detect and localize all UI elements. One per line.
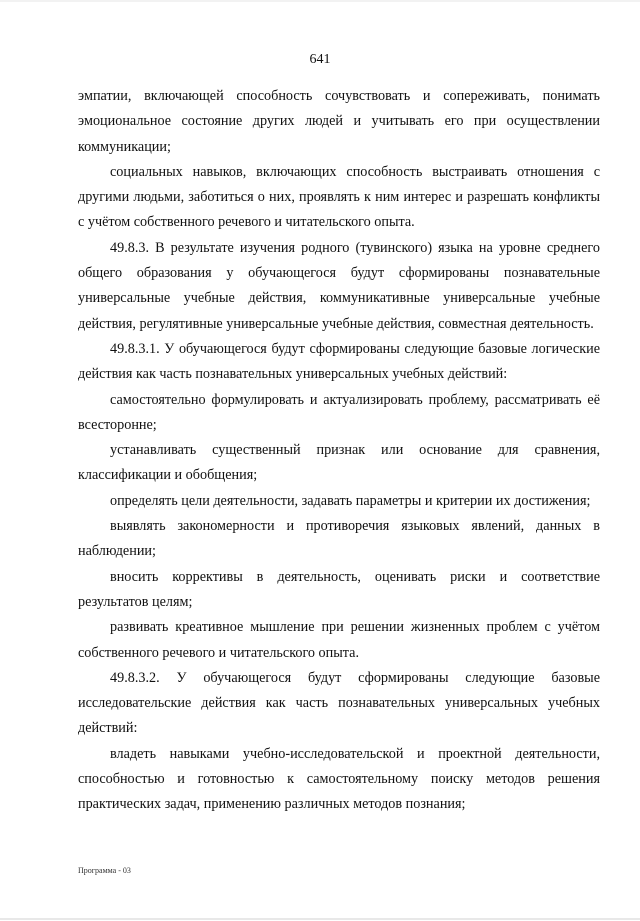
list-item-research-skills: владеть навыками учебно-исследовательской и проектной деятельности, способностью и готовностью к самостоятельному поиску методов решения практических задач, применению различных методов познания;	[78, 745, 600, 813]
paragraph-social-skills: социальных навыков, включающих способность выстраивать отношения с другими людьми, заботиться о них, проявлять к ним интерес и разрешать конфликты с учётом собственного речевого и читательского опыта.	[78, 163, 600, 231]
page-number: 641	[309, 52, 331, 67]
list-item-make-corrections: вносить коррективы в деятельность, оценивать риски и соответствие результатов целям;	[78, 568, 600, 610]
list-item-formulate-problem: самостоятельно формулировать и актуализировать проблему, рассматривать её всесторонне;	[78, 391, 600, 433]
list-item-establish-feature: устанавливать существенный признак или основание для сравнения, классификации и обобщения;	[78, 442, 600, 484]
list-item-define-goals: определять цели деятельности, задавать параметры и критерии их достижения;	[110, 492, 591, 509]
document-body	[78, 84, 600, 818]
page-footer: Программа - 03	[78, 866, 131, 875]
paragraph-49-8-3: 49.8.3. В результате изучения родного (тувинского) языка на уровне среднего общего образования у обучающегося будут сформированы познавательные универсальные учебные действия, коммуникативные универсальные учебные действия, регулятивные универсальные учебные действия, совместная деятельность.	[78, 239, 600, 332]
list-item-creative-thinking: развивать креативное мышление при решении жизненных проблем с учётом собственного речевого и читательского опыта.	[78, 619, 600, 661]
paragraph-49-8-3-1: 49.8.3.1. У обучающегося будут сформированы следующие базовые логические действия как часть познавательных универсальных учебных действий:	[78, 340, 600, 383]
paragraph-49-8-3-2: 49.8.3.2. У обучающегося будут сформированы следующие базовые исследовательские действия как часть познавательных универсальных учебных действий:	[78, 669, 600, 737]
scan-bottom-edge	[0, 918, 640, 920]
list-item-identify-patterns: выявлять закономерности и противоречия языковых явлений, данных в наблюдении;	[78, 518, 600, 560]
scan-top-edge	[0, 0, 640, 2]
paragraph-empathy-continuation: эмпатии, включающей способность сочувствовать и сопереживать, понимать эмоциональное состояние других людей и учитывать его при осуществлении коммуникации;	[78, 88, 600, 155]
